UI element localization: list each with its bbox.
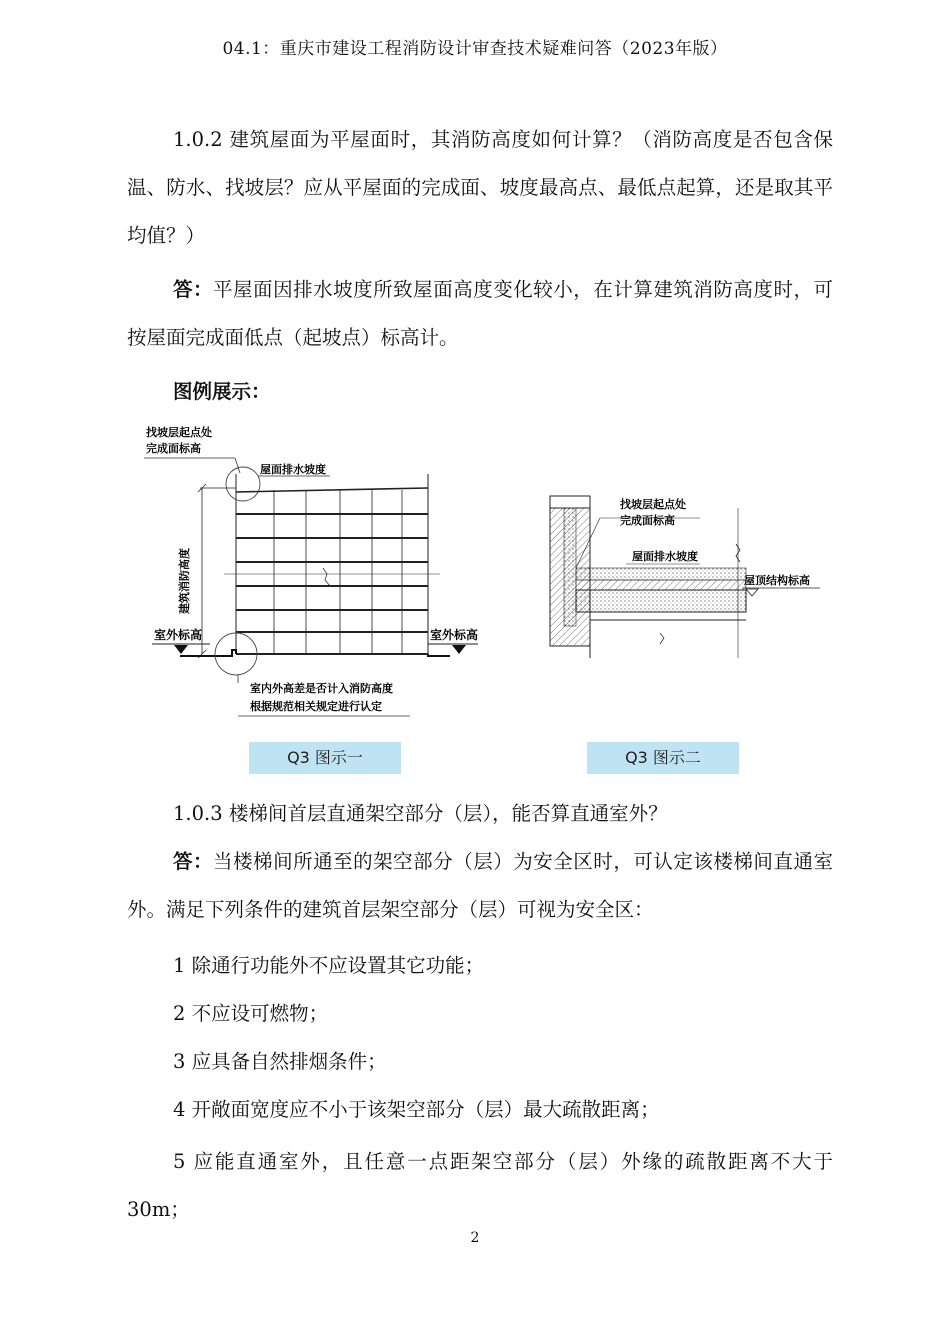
page-header: 04.1：重庆市建设工程消防设计审查技术疑难问答（2023年版） <box>222 39 728 59</box>
fig1-slope-start-label-1: 找坡层起点处 <box>146 426 212 439</box>
answer-1-0-2 <box>127 266 833 362</box>
figure-building-section <box>140 418 479 723</box>
answer-text: 平屋面因排水坡度所致屋面高度变化较小，在计算建筑消防高度时，可按屋面完成面低点（起坡点）标高计。 <box>127 278 833 349</box>
answer-1-0-3 <box>127 838 833 934</box>
fig1-note-line-1: 室内外高差是否计入消防高度 <box>250 682 393 695</box>
list-item: 2 不应设可燃物； <box>173 1002 329 1025</box>
question-1-0-3: 1.0.3 楼梯间首层直通架空部分（层），能否算直通室外？ <box>173 802 668 825</box>
legend-label: 图例展示： <box>173 380 271 403</box>
list-item: 1 除通行功能外不应设置其它功能； <box>173 954 485 977</box>
fig1-roof-drain-label: 屋面排水坡度 <box>260 463 326 476</box>
figure2-caption: Q3 图示二 <box>587 742 739 774</box>
fig1-outdoor-left-label: 室外标高 <box>154 628 203 642</box>
fig2-slope-start-label-1: 找坡层起点处 <box>620 498 686 511</box>
question-1-0-2: 1.0.2 建筑屋面为平屋面时，其消防高度如何计算？（消防高度是否包含保温、防水、找坡层？应从平屋面的完成面、坡度最高点、最低点起算，还是取其平均值？） <box>127 128 833 247</box>
fig1-note-line-2: 根据规范相关规定进行认定 <box>250 700 382 713</box>
fig2-roof-drain-label: 屋面排水坡度 <box>632 550 698 563</box>
answer-text: 当楼梯间所通至的架空部分（层）为安全区时，可认定该楼梯间直通室外。满足下列条件的建筑首层架空部分（层）可视为安全区： <box>127 850 833 921</box>
figure1-caption: Q3 图示一 <box>249 742 401 774</box>
fig1-fire-height-label: 建筑消防高度 <box>178 548 191 614</box>
fig2-structure-label: 屋顶结构标高 <box>744 574 810 587</box>
answer-label: 答： <box>173 278 214 301</box>
answer-label: 答： <box>173 850 214 873</box>
fig1-slope-start-label-2: 完成面标高 <box>146 442 201 455</box>
list-item: 5 应能直通室外，且任意一点距架空部分（层）外缘的疏散距离不大于 30m； <box>127 1150 833 1221</box>
page-number: 2 <box>470 1230 480 1246</box>
list-item: 4 开敞面宽度应不小于该架空部分（层）最大疏散距离； <box>173 1098 660 1121</box>
list-item: 3 应具备自然排烟条件； <box>173 1050 387 1073</box>
figure-parapet-detail <box>540 488 820 658</box>
fig2-slope-start-label-2: 完成面标高 <box>620 514 675 527</box>
fig1-outdoor-right-label: 室外标高 <box>430 628 479 642</box>
